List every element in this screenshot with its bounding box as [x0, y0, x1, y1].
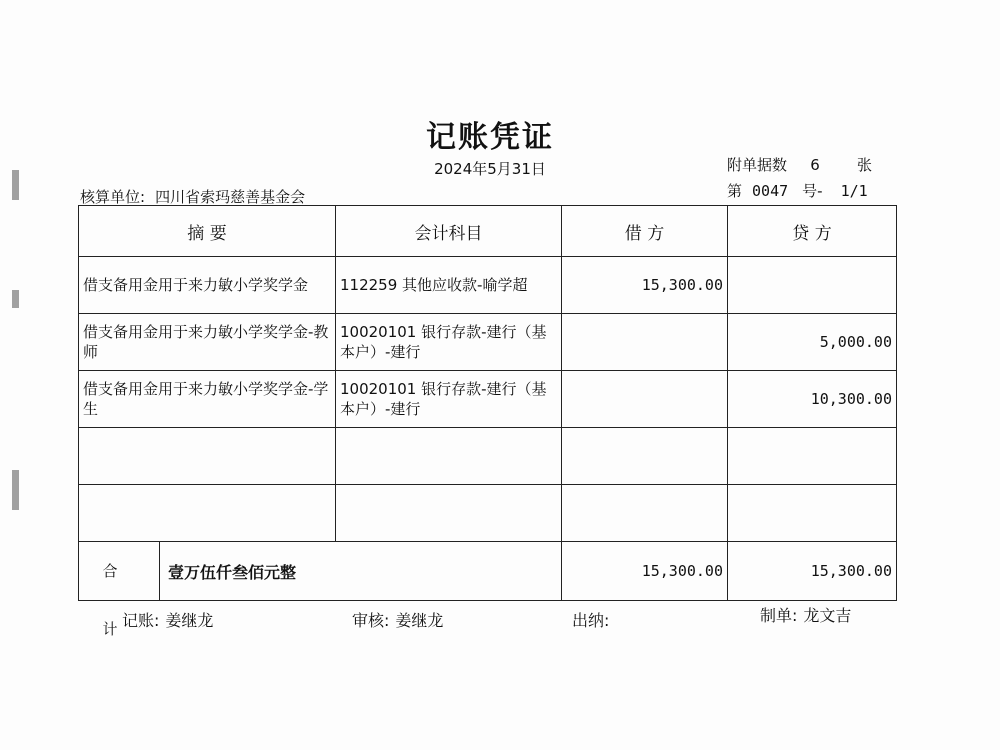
blank-cell [336, 428, 562, 485]
attachments-info [727, 154, 872, 175]
row-debit [562, 314, 728, 371]
attachments-count: 6 [810, 156, 820, 174]
row-summary: 借支备用金用于来力敏小学奖学金 [79, 257, 336, 314]
header-row [79, 206, 897, 257]
cashier-label: 出纳: [572, 611, 610, 630]
row-credit: 10,300.00 [728, 371, 897, 428]
header-debit: 借 方 [562, 206, 728, 257]
table-row [79, 371, 897, 428]
voucher-title: 记账凭证 [426, 120, 554, 155]
voucher-date: 2024年5月31日 [434, 160, 546, 178]
blank-cell [562, 485, 728, 542]
blank-cell [336, 485, 562, 542]
reviewer-signature [352, 608, 443, 631]
total-row [79, 542, 897, 601]
cashier-signature [572, 608, 615, 631]
table-row [79, 314, 897, 371]
row-credit [728, 257, 897, 314]
page-indicator: 1/1 [840, 182, 868, 200]
row-account: 112259 其他应收款-喻学超 [336, 257, 562, 314]
attachments-unit: 张 [857, 156, 873, 174]
preparer-signature [760, 603, 851, 626]
total-label: 合 计 [79, 542, 160, 600]
row-debit [562, 371, 728, 428]
table-row [79, 257, 897, 314]
row-summary: 借支备用金用于来力敏小学奖学金-学生 [79, 371, 336, 428]
scan-edge-marks [12, 170, 22, 550]
bookkeeper-signature [122, 608, 213, 631]
reviewer-label: 审核: [352, 611, 390, 630]
total-words: 壹万伍仟叁佰元整 [168, 562, 297, 582]
blank-row [79, 428, 897, 485]
row-credit: 5,000.00 [728, 314, 897, 371]
voucher-number [727, 180, 868, 201]
header-credit: 贷 方 [728, 206, 897, 257]
attachments-label: 附单据数 [727, 156, 788, 174]
accounting-unit [80, 186, 305, 207]
number-value: 0047 [752, 182, 789, 200]
total-credit: 15,300.00 [728, 542, 897, 601]
blank-cell [79, 485, 336, 542]
preparer-name: 龙文吉 [803, 606, 852, 625]
reviewer-name: 姜继龙 [395, 611, 444, 630]
blank-row [79, 485, 897, 542]
number-prefix: 第 [727, 182, 743, 200]
preparer-label: 制单: [760, 606, 798, 625]
total-debit: 15,300.00 [562, 542, 728, 601]
row-account: 10020101 银行存款-建行（基本户）-建行 [336, 314, 562, 371]
unit-value: 四川省索玛慈善基金会 [155, 188, 306, 206]
number-suffix: 号- [802, 182, 823, 200]
bookkeeper-name: 姜继龙 [165, 611, 214, 630]
row-summary: 借支备用金用于来力敏小学奖学金-教师 [79, 314, 336, 371]
header-summary: 摘 要 [79, 206, 336, 257]
blank-cell [79, 428, 336, 485]
row-account: 10020101 银行存款-建行（基本户）-建行 [336, 371, 562, 428]
row-debit: 15,300.00 [562, 257, 728, 314]
bookkeeper-label: 记账: [122, 611, 160, 630]
blank-cell [728, 485, 897, 542]
header-account: 会计科目 [336, 206, 562, 257]
blank-cell [728, 428, 897, 485]
blank-cell [562, 428, 728, 485]
unit-label: 核算单位: [80, 188, 146, 206]
